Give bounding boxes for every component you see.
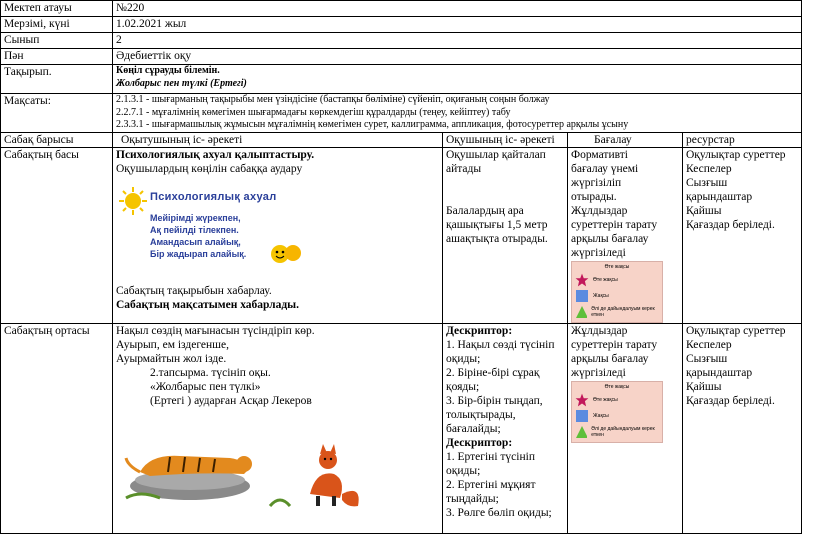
descriptor-item: оқиды; xyxy=(446,352,481,365)
teacher-start-line-3: Сабақтың мақсатымен хабарлады. xyxy=(116,298,300,311)
teacher-text: Нақыл сөздің мағынасын түсіндіріп көр. xyxy=(116,324,315,337)
descriptor-item: тыңдайды; xyxy=(446,492,499,505)
descriptor-label: Дескриптор: xyxy=(446,436,513,449)
topic-value xyxy=(113,65,802,94)
resource-text: Оқулықтар суреттер xyxy=(686,324,786,337)
assessment-text: жүргізіледі xyxy=(571,366,626,379)
descriptor-item: бағалайды; xyxy=(446,422,501,435)
poster-line: Бір жадырап алайық. xyxy=(150,248,247,259)
assessment-text: жүргізіледі xyxy=(571,246,626,259)
student-text: айтады xyxy=(446,162,482,175)
assessment-text: суреттерін тарату xyxy=(571,218,658,231)
assessment-text: отырады. xyxy=(571,190,617,203)
descriptor-item: оқиды; xyxy=(446,464,481,477)
student-text: қашықтығы 1,5 метр xyxy=(446,218,548,231)
sun-icon xyxy=(118,186,148,216)
goal-1: 2.1.3.1 - шығарманың тақырыбы мен үзіндісіне (бастапқы бөліміне) сүйеніп, оқиғаның соңын болжау xyxy=(116,94,550,105)
resource-text: Кеспелер xyxy=(686,162,732,175)
poster-title: Психологиялық ахуал xyxy=(150,190,277,203)
stage-start: Сабақтың басы xyxy=(1,147,113,323)
star-icon xyxy=(575,393,589,407)
descriptor-item: 2. Ертегіні мұқият xyxy=(446,478,536,491)
student-text: Балалардың ара xyxy=(446,204,524,217)
rating-card-title: Өте жақсы xyxy=(604,383,630,390)
rating-card xyxy=(571,261,663,323)
goal-label: Мақсаты: xyxy=(1,94,113,133)
topic-label: Тақырып. xyxy=(1,65,113,94)
teacher-text: «Жолбарыс пен түлкі» xyxy=(150,380,261,393)
student-text: Оқушылар қайталап xyxy=(446,148,546,161)
descriptor-item: қояды; xyxy=(446,380,480,393)
descriptor-label: Дескриптор: xyxy=(446,324,513,337)
goal-value xyxy=(113,94,802,133)
teacher-text: (Ертегі ) аударған Асқар Лекеров xyxy=(150,394,312,407)
student-start-cell xyxy=(443,147,568,323)
descriptor-item: 1. Ертегіні түсініп xyxy=(446,450,535,463)
star-icon xyxy=(575,273,589,287)
resource-text: Сызғыш xyxy=(686,176,728,189)
tiger-fox-illustration xyxy=(120,414,380,514)
subject-value: Әдебиеттік оқу xyxy=(113,49,802,65)
student-middle-cell xyxy=(443,323,568,533)
resource-text: Қайшы xyxy=(686,204,722,217)
teacher-start-line: Оқушылардың көңілін сабаққа аудару xyxy=(116,162,303,175)
col-teacher: Оқытушының іс- әрекеті xyxy=(113,132,443,147)
teacher-start-title: Психологиялық ахуал қалыптастыру. xyxy=(116,148,315,161)
resource-text: Кеспелер xyxy=(686,338,732,351)
assessment-text: бағалау үнемі xyxy=(571,162,639,175)
triangle-icon xyxy=(575,305,587,319)
class-value: 2 xyxy=(113,33,802,49)
class-label: Сынып xyxy=(1,33,113,49)
smiley-icon xyxy=(270,242,302,264)
resource-text: Сызғыш xyxy=(686,352,728,365)
rating-label: Жақсы xyxy=(593,412,609,419)
psychology-poster xyxy=(116,180,439,270)
poster-line: Амандасып алайық, xyxy=(150,236,241,247)
student-text: ашақтықта отырады. xyxy=(446,232,548,245)
rating-card xyxy=(571,381,663,443)
assessment-start-cell xyxy=(568,147,683,323)
school-value: №220 xyxy=(113,1,802,17)
descriptor-item: толықтырады, xyxy=(446,408,516,421)
resource-text: қарындаштар xyxy=(686,366,753,379)
teacher-text: Ауырып, ем іздегенше, xyxy=(116,338,229,351)
assessment-text: арқылы бағалау xyxy=(571,352,649,365)
resources-middle-cell xyxy=(683,323,802,533)
rating-label: Жақсы xyxy=(593,292,609,299)
resources-start-cell xyxy=(683,147,802,323)
teacher-middle-cell xyxy=(113,323,443,533)
descriptor-item: 3. Бір-бірін тыңдап, xyxy=(446,394,543,407)
rating-card-title: Өте жақсы xyxy=(604,263,630,270)
assessment-middle-cell xyxy=(568,323,683,533)
descriptor-item: 3. Рөлге бөліп оқиды; xyxy=(446,506,552,519)
assessment-text: суреттерін тарату xyxy=(571,338,658,351)
teacher-start-line-2: Сабақтың тақырыбын хабарлау. xyxy=(116,284,272,297)
school-label: Мектеп атауы xyxy=(1,1,113,17)
col-resources: ресурстар xyxy=(683,132,802,147)
teacher-text: 2.тапсырма. түсініп оқы. xyxy=(150,366,271,379)
rating-label: Өте жақсы xyxy=(593,276,618,283)
rating-label: Өте жақсы xyxy=(593,396,618,403)
topic-line-2: Жолбарыс пен түлкі (Ертегі) xyxy=(116,77,247,89)
resource-text: Оқулықтар суреттер xyxy=(686,148,786,161)
descriptor-item: 2. Біріне-бірі сұрақ xyxy=(446,366,540,379)
assessment-text: Формативті xyxy=(571,148,628,161)
col-stage: Сабақ барысы xyxy=(1,132,113,147)
resource-text: Қағаздар беріледі. xyxy=(686,394,775,407)
teacher-text: Ауырмайтын жол ізде. xyxy=(116,352,227,365)
assessment-text: арқылы бағалау xyxy=(571,232,649,245)
resource-text: қарындаштар xyxy=(686,190,753,203)
col-assessment: Бағалау xyxy=(568,132,683,147)
topic-line-1: Көңіл сұрауды білемін. xyxy=(116,65,220,76)
stage-middle: Сабақтың ортасы xyxy=(1,323,113,533)
assessment-text: Жұлдыздар xyxy=(571,204,628,217)
assessment-text: жүргізіліп xyxy=(571,176,622,189)
square-icon xyxy=(575,409,589,423)
poster-lines xyxy=(150,212,246,260)
poster-line: Мейірімді жүрекпен, xyxy=(150,212,241,223)
poster-line: Ақ пейілді тілекпен. xyxy=(150,224,239,235)
goal-3: 2.3.3.1 - шығармашылық жұмысын мұғалімнің көмегімен сурет, каллиграмма, аппликация, фотосуреттер арқылы ұсыну xyxy=(116,119,629,130)
square-icon xyxy=(575,289,589,303)
goal-2: 2.2.7.1 - мұғалімнің көмегімен шығармадағы көркемдегіш құралдарды (теңеу, кейіптеу) табу xyxy=(116,106,511,118)
rating-label: Әлі де дайындалуым керек еткен xyxy=(591,425,655,438)
teacher-start-cell xyxy=(113,147,443,323)
col-student: Оқушының іс- әрекеті xyxy=(443,132,568,147)
resource-text: Қағаздар беріледі. xyxy=(686,218,775,231)
rating-label: Әлі де дайындалуым керек еткен xyxy=(591,305,655,318)
assessment-text: Жұлдыздар xyxy=(571,324,628,337)
descriptor-item: 1. Нақыл сөзді түсініп xyxy=(446,338,555,351)
date-label: Мерзімі, күні xyxy=(1,17,113,33)
subject-label: Пән xyxy=(1,49,113,65)
triangle-icon xyxy=(575,425,587,439)
resource-text: Қайшы xyxy=(686,380,722,393)
date-value: 1.02.2021 жыл xyxy=(113,17,802,33)
